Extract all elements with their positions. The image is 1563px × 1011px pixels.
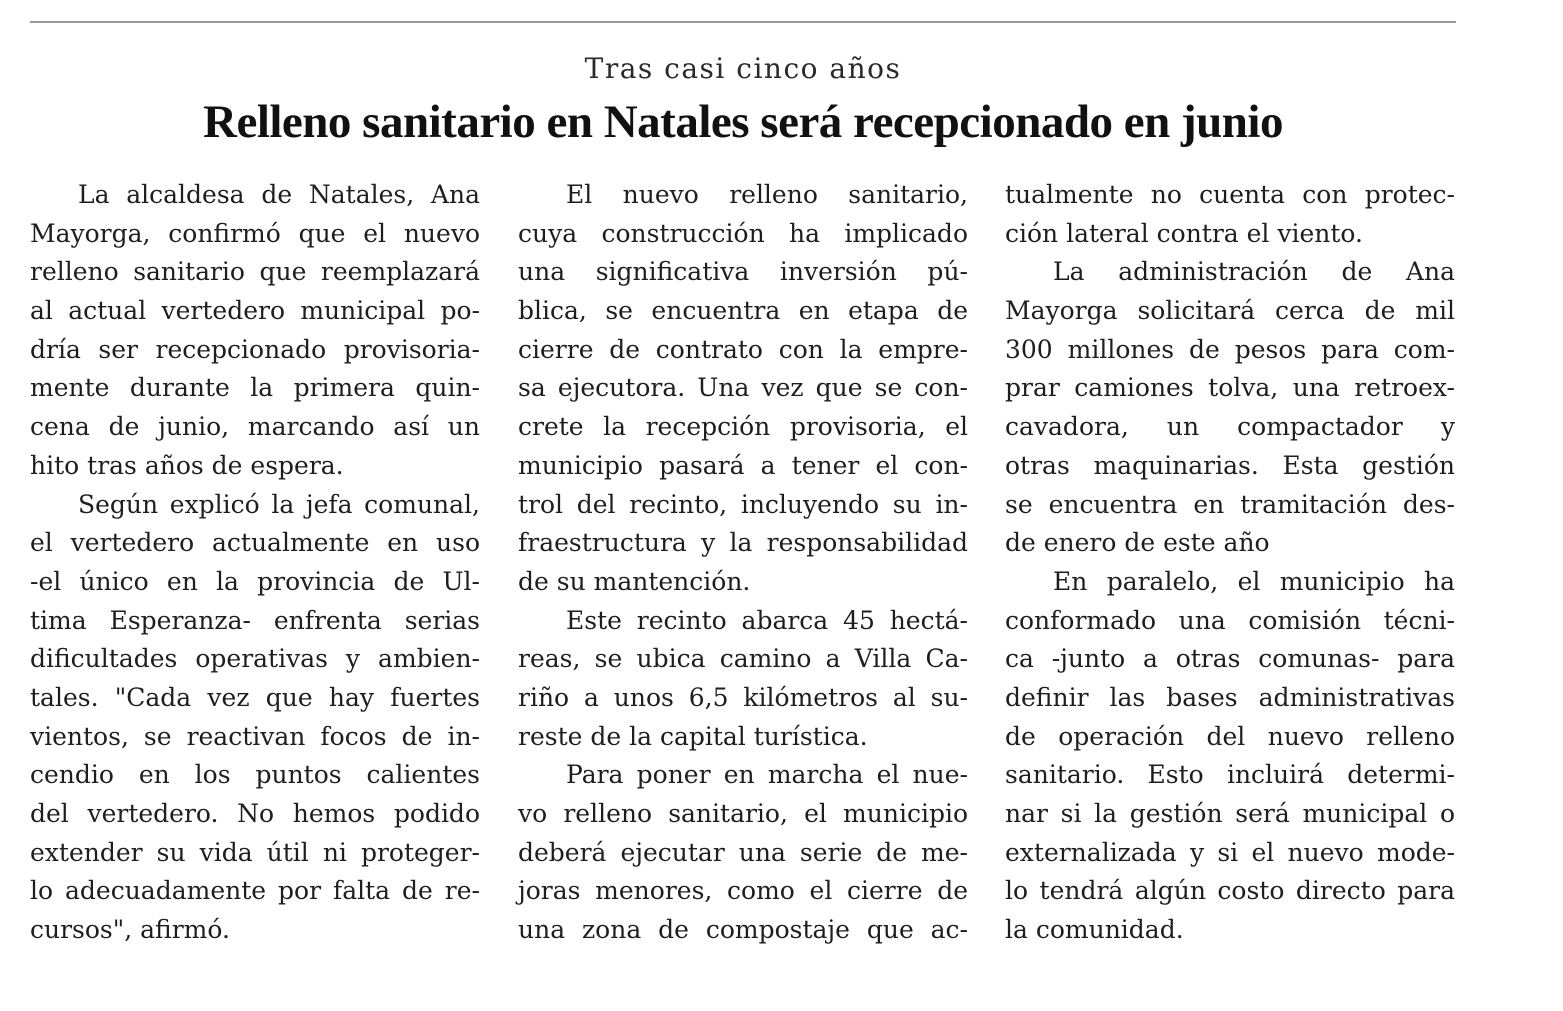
body-text-line: cavadora, un compactador y bbox=[1005, 412, 1455, 442]
body-text-line: deberá ejecutar una serie de me- bbox=[518, 837, 968, 867]
body-text-line: En paralelo, el municipio ha bbox=[1053, 566, 1455, 596]
body-text-line: el vertedero actualmente en uso bbox=[30, 528, 480, 558]
body-text-line: prar camiones tolva, una retroex- bbox=[1005, 373, 1455, 403]
body-text-line: cena de junio, marcando así un bbox=[30, 412, 480, 442]
article-kicker: Tras casi cinco años bbox=[584, 52, 902, 85]
body-text-line: ca -junto a otras comunas- para bbox=[1005, 644, 1455, 674]
body-text-line: de operación del nuevo relleno bbox=[1005, 721, 1455, 751]
body-text-line: -el único en la provincia de Ul- bbox=[30, 566, 480, 596]
body-text-line: Mayorga, confirmó que el nuevo bbox=[30, 218, 480, 248]
text-column-1 bbox=[30, 176, 480, 950]
body-text-line: El nuevo relleno sanitario, bbox=[566, 180, 968, 209]
body-text-line: reas, se ubica camino a Villa Ca- bbox=[518, 644, 968, 674]
body-text-line: tualmente no cuenta con protec- bbox=[1005, 180, 1455, 209]
body-text-line: del vertedero. No hemos podido bbox=[30, 799, 480, 828]
body-text-line: definir las bases administrativas bbox=[1005, 682, 1455, 712]
body-text-line: fraestructura y la responsabilidad bbox=[518, 528, 968, 558]
body-text-line: municipio pasará a tener el con- bbox=[518, 450, 968, 480]
body-text-line: relleno sanitario que reemplazará bbox=[30, 257, 480, 287]
body-text-line: ción lateral contra el viento. bbox=[1005, 218, 1363, 248]
body-text-line: Según explicó la jefa comunal, bbox=[78, 489, 480, 519]
body-text-line: externalizada y si el nuevo mode- bbox=[1005, 837, 1455, 867]
body-text-line: nar si la gestión será municipal o bbox=[1005, 799, 1455, 828]
body-text-line: cendio en los puntos calientes bbox=[30, 760, 480, 790]
article-body bbox=[30, 176, 1456, 976]
body-text-line: una zona de compostaje que ac- bbox=[518, 915, 968, 945]
body-text-line: dificultades operativas y ambien- bbox=[30, 644, 480, 674]
text-column-3 bbox=[1005, 176, 1455, 950]
body-text-line: 300 millones de pesos para com- bbox=[1005, 334, 1455, 364]
body-text-line: crete la recepción provisoria, el bbox=[518, 412, 968, 442]
body-text-line: dría ser recepcionado provisoria- bbox=[30, 334, 480, 364]
body-text-line: joras menores, como el cierre de bbox=[518, 876, 968, 906]
body-text-line: La alcaldesa de Natales, Ana bbox=[78, 180, 480, 209]
body-text-line: al actual vertedero municipal po- bbox=[30, 296, 480, 326]
body-text-line: otras maquinarias. Esta gestión bbox=[1005, 450, 1455, 480]
body-text-line: sanitario. Esto incluirá determi- bbox=[1005, 760, 1455, 790]
body-text-line: mente durante la primera quin- bbox=[30, 373, 480, 403]
body-text-line: cursos", afirmó. bbox=[30, 915, 230, 945]
body-text-line: se encuentra en tramitación des- bbox=[1005, 489, 1455, 519]
article-headline: Relleno sanitario en Natales será recepcionado en junio bbox=[203, 96, 1283, 148]
body-text-line: cuya construcción ha implicado bbox=[518, 218, 968, 248]
body-text-line: blica, se encuentra en etapa de bbox=[518, 296, 968, 326]
body-text-line: hito tras años de espera. bbox=[30, 450, 344, 480]
body-text-line: lo adecuadamente por falta de re- bbox=[30, 876, 480, 906]
body-text-line: de su mantención. bbox=[518, 566, 751, 596]
body-text-line: riño a unos 6,5 kilómetros al su- bbox=[518, 682, 968, 712]
body-text-line: La administración de Ana bbox=[1053, 257, 1455, 287]
body-text-line: Mayorga solicitará cerca de mil bbox=[1005, 296, 1455, 326]
body-text-line: extender su vida útil ni proteger- bbox=[30, 837, 480, 867]
body-text-line: tales. "Cada vez que hay fuertes bbox=[30, 682, 480, 712]
body-text-line: trol del recinto, incluyendo su in- bbox=[518, 489, 968, 519]
body-text-line: una significativa inversión pú- bbox=[518, 257, 968, 287]
body-text-line: de enero de este año bbox=[1005, 528, 1270, 558]
body-text-line: Para poner en marcha el nue- bbox=[566, 760, 968, 790]
body-text-line: tima Esperanza- enfrenta serias bbox=[30, 605, 480, 635]
body-text-line: Este recinto abarca 45 hectá- bbox=[566, 605, 968, 635]
body-text-line: vo relleno sanitario, el municipio bbox=[518, 799, 968, 828]
body-text-line: sa ejecutora. Una vez que se con- bbox=[518, 373, 968, 403]
body-text-line: lo tendrá algún costo directo para bbox=[1005, 876, 1455, 906]
body-text-line: reste de la capital turística. bbox=[518, 721, 868, 751]
text-column-2 bbox=[518, 176, 968, 950]
body-text-line: vientos, se reactivan focos de in- bbox=[30, 721, 480, 751]
body-text-line: cierre de contrato con la empre- bbox=[518, 334, 968, 364]
body-text-line: la comunidad. bbox=[1005, 915, 1184, 945]
body-text-line: conformado una comisión técni- bbox=[1005, 605, 1455, 635]
top-divider-rule bbox=[30, 21, 1456, 23]
